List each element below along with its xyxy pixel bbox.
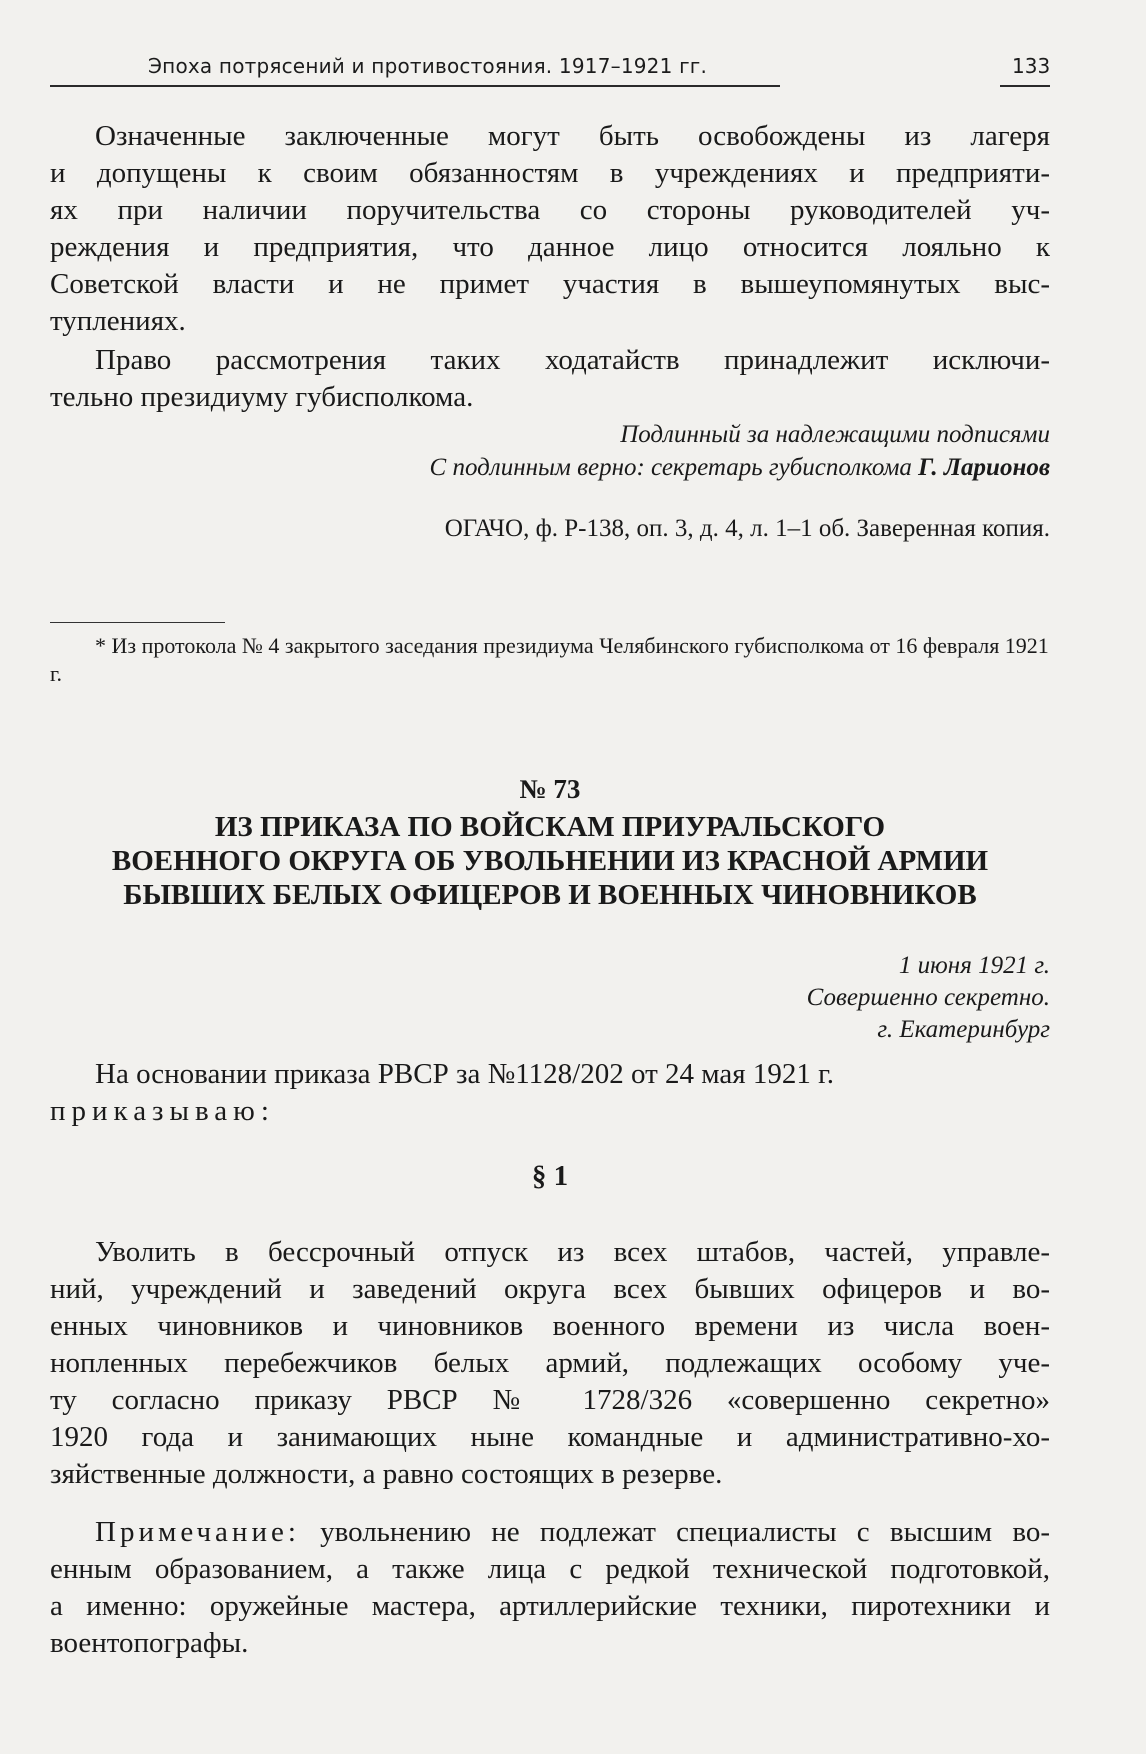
text-line: енным образованием, а также лица с редкой технической подготовкой, xyxy=(50,1553,1050,1585)
text-line: Уволить в бессрочный отпуск из всех штабов, частей, управле- xyxy=(95,1236,1050,1268)
document-title-line: ВОЕННОГО ОКРУГА ОБ УВОЛЬНЕНИИ ИЗ КРАСНОЙ АРМИИ xyxy=(111,845,989,877)
footnote: * Из протокола № 4 закрытого заседания президиума Челябинского губисполкома от 16 февраля 1921 г. xyxy=(50,633,1049,686)
document-classification: Совершенно секретно. xyxy=(806,984,1050,1011)
running-header-title: Эпоха потрясений и противостояния. 1917–1921 гг. xyxy=(148,54,708,78)
document-title-line: ИЗ ПРИКАЗА ПО ВОЙСКАМ ПРИУРАЛЬСКОГО xyxy=(214,811,886,843)
text-line: зяйственные должности, а равно состоящих в резерве. xyxy=(50,1458,723,1490)
note-first-line xyxy=(50,1514,1050,1551)
header-rule xyxy=(50,85,780,87)
document-dateline xyxy=(807,950,1050,1046)
text-line: нопленных перебежчиков белых армий, подлежащих особому уче- xyxy=(50,1347,1050,1379)
document-title xyxy=(50,810,1050,912)
note-text: увольнению не подлежат специалисты с высшим во- xyxy=(299,1516,1050,1548)
document-number: № 73 xyxy=(519,774,581,804)
signature-certification xyxy=(430,451,1050,484)
text-line: тельно президиуму губисполкома. xyxy=(50,381,474,413)
text-line: и допущены к своим обязанностям в учреждениях и предприяти- xyxy=(50,157,1050,189)
paragraph-release-conditions xyxy=(50,118,1050,340)
signature-certification-text: С подлинным верно: секретарь губисполкома xyxy=(429,454,919,481)
paragraph-note xyxy=(50,1514,1050,1662)
archive-source: ОГАЧО, ф. Р-138, оп. 3, д. 4, л. 1–1 об. Заверенная копия. xyxy=(444,515,1050,542)
page-number: 133 xyxy=(1012,54,1051,78)
book-page xyxy=(50,52,1050,1702)
footnote-rule xyxy=(50,622,225,623)
text-line: ний, учреждений и заведений округа всех бывших офицеров и во- xyxy=(50,1273,1050,1305)
paragraph-petition-rights xyxy=(50,342,1050,416)
running-header xyxy=(50,52,1050,86)
order-basis: На основании приказа РВСР за №1128/202 от 24 мая 1921 г. xyxy=(95,1058,835,1090)
document-place: г. Екатеринбург xyxy=(877,1016,1050,1043)
text-line: ях при наличии поручительства со стороны руководителей уч- xyxy=(50,194,1050,226)
text-line: туплениях. xyxy=(50,305,186,337)
text-line: енных чиновников и чиновников военного времени из числа воен- xyxy=(50,1310,1050,1342)
signature-block xyxy=(430,418,1050,484)
document-date: 1 июня 1921 г. xyxy=(898,952,1050,979)
text-line: Право рассмотрения таких ходатайств принадлежит исключи- xyxy=(95,344,1050,376)
text-line: воентопографы. xyxy=(50,1627,249,1659)
text-line: Советской власти и не примет участия в вышеупомянутых выс- xyxy=(50,268,1050,300)
paragraph-dismissal-order xyxy=(50,1234,1050,1493)
text-line: а именно: оружейные мастера, артиллерийские техники, пиротехники и xyxy=(50,1590,1050,1622)
note-label: Примечание: xyxy=(95,1516,300,1548)
order-command: приказываю: xyxy=(50,1095,275,1127)
page-number-rule xyxy=(1000,85,1050,87)
text-line: реждения и предприятия, что данное лицо относится лояльно к xyxy=(50,231,1050,263)
text-line: 1920 года и занимающих ныне командные и административно-хо- xyxy=(50,1421,1050,1453)
signatory-name: Г. Ларионов xyxy=(918,454,1050,481)
text-line: Означенные заключенные могут быть освобождены из лагеря xyxy=(95,120,1050,152)
signature-original-note: Подлинный за надлежащими подписями xyxy=(620,421,1050,448)
text-line: ту согласно приказу РВСР № 1728/326 «совершенно секретно» xyxy=(50,1384,1050,1416)
document-title-line: БЫВШИХ БЕЛЫХ ОФИЦЕРОВ И ВОЕННЫХ ЧИНОВНИКОВ xyxy=(123,879,977,911)
section-mark: § 1 xyxy=(531,1160,569,1192)
